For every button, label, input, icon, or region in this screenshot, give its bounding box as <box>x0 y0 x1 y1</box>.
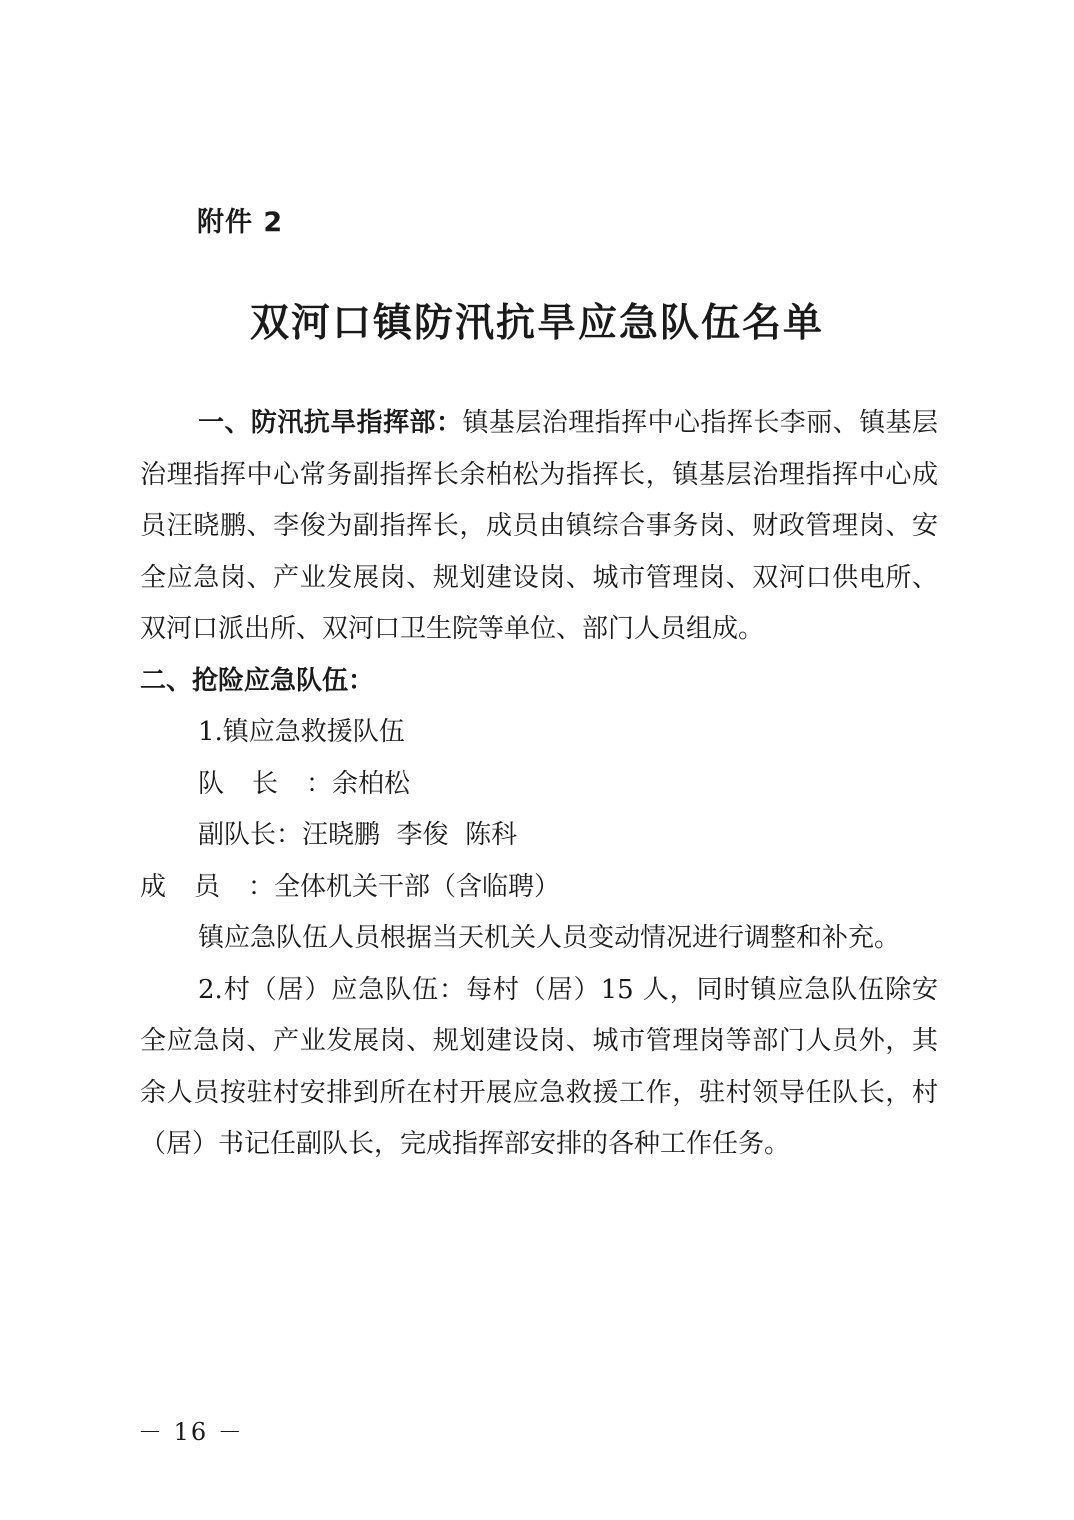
captain-label: 队长 <box>198 768 307 799</box>
vice-captain-value: 汪晓鹏 李俊 陈科 <box>302 820 518 850</box>
section-1-heading: 一、防汛抗旱指挥部： <box>198 408 463 438</box>
vice-captain-label: 副队长： <box>198 820 303 850</box>
page-number: － 16 － <box>138 1418 244 1446</box>
attachment-label: 附件 2 <box>197 207 284 238</box>
team-1-note: 镇应急队伍人员根据当天机关人员变动情况进行调整和补充。 <box>198 923 901 953</box>
captain-value: 余柏松 <box>332 768 411 799</box>
section-1-paragraph <box>140 398 938 656</box>
members-value: 全体机关干部（含临聘） <box>274 871 561 902</box>
team-2-paragraph: 2.村（居）应急队伍：每村（居）15 人，同时镇应急队伍除安全应急岗、产业发展岗、规划建设岗、城市管理岗等部门人员外，其余人员按驻村安排到所在村开展应急救援工作，驻村领导任队长，村（居）书记任副队长，完成指挥部安排的各种工作任务。 <box>140 974 938 1159</box>
team-1-captain-line <box>140 759 938 811</box>
section-2-heading: 二、抢险应急队伍： <box>140 665 375 696</box>
document-body <box>140 398 938 1171</box>
document-title: 双河口镇防汛抗旱应急队伍名单 <box>249 300 824 346</box>
team-1-members-line <box>140 862 938 914</box>
captain-colon: ： <box>306 768 333 799</box>
team-1-title: 1.镇应急救援队伍 <box>198 717 405 747</box>
section-1-text: 镇基层治理指挥中心指挥长李丽、镇基层治理指挥中心常务副指挥长余柏松为指挥长，镇基层治理指挥中心成员汪晓鹏、李俊为副指挥长，成员由镇综合事务岗、财政管理岗、安全应急岗、产业发展岗、规划建设岗、城市管理岗、双河口供电所、双河口派出所、双河口卫生院等单位、部门人员组成。 <box>140 408 938 644</box>
members-label: 成员 <box>140 871 249 902</box>
team-1-vice-line <box>140 810 938 862</box>
members-colon: ： <box>248 871 275 902</box>
